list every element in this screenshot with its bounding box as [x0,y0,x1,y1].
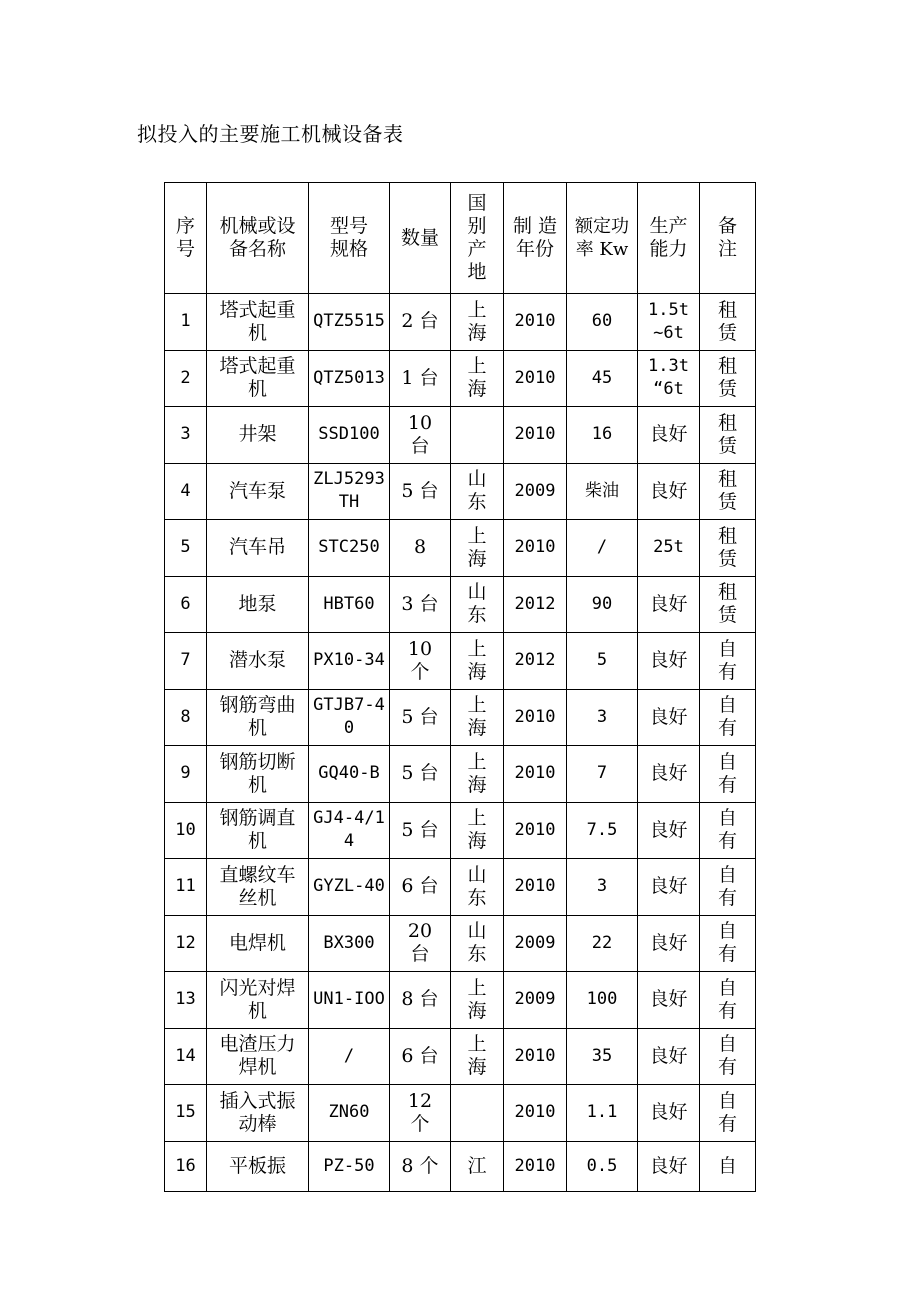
table-cell: 11 [165,859,207,916]
table-cell: 2010 [504,859,567,916]
table-cell: 上海 [451,633,504,690]
table-cell: 良好 [638,633,700,690]
table-cell: 山东 [451,859,504,916]
table-cell: 上海 [451,1028,504,1085]
table-row [165,576,756,633]
table-cell: 6 台 [390,1028,451,1085]
table-cell: 2012 [504,576,567,633]
table-cell: 2010 [504,520,567,577]
header-cell: 国别产地 [451,183,504,294]
equipment-table [164,182,756,1192]
table-cell: 良好 [638,915,700,972]
table-cell: SSD100 [309,407,390,464]
table-row [165,746,756,803]
table-cell: 良好 [638,1141,700,1191]
table-cell: 8 个 [390,1141,451,1191]
table-cell [451,1085,504,1142]
table-row [165,1085,756,1142]
table-cell: 16 [165,1141,207,1191]
table-cell: BX300 [309,915,390,972]
table-row [165,1028,756,1085]
header-cell: 机械或设备名称 [207,183,309,294]
table-cell: 5 台 [390,746,451,803]
table-row [165,633,756,690]
header-cell: 制 造年份 [504,183,567,294]
page-title: 拟投入的主要施工机械设备表 [137,122,404,146]
table-cell: 山东 [451,463,504,520]
table-cell: 柴油 [567,463,638,520]
table-cell: 16 [567,407,638,464]
table-row [165,463,756,520]
table-row [165,802,756,859]
table-row [165,350,756,407]
table-cell [451,407,504,464]
table-cell: 2010 [504,1028,567,1085]
table-cell: 13 [165,972,207,1029]
table-cell: 租赁 [700,463,756,520]
table-cell: 自有 [700,1028,756,1085]
table-cell: 5 [165,520,207,577]
table-cell: 35 [567,1028,638,1085]
table-cell: 60 [567,294,638,351]
table-cell: 12 [165,915,207,972]
table-cell: 2010 [504,350,567,407]
table-cell: 2 [165,350,207,407]
table-cell: 2010 [504,689,567,746]
table-cell: 地泵 [207,576,309,633]
table-cell: 电渣压力焊机 [207,1028,309,1085]
table-cell: 15 [165,1085,207,1142]
table-row [165,520,756,577]
table-cell: / [309,1028,390,1085]
table-cell: 良好 [638,576,700,633]
table-cell: 2010 [504,294,567,351]
table-row [165,915,756,972]
table-cell: 塔式起重机 [207,294,309,351]
table-cell: 自有 [700,1085,756,1142]
table-cell: 上海 [451,746,504,803]
header-cell: 备注 [700,183,756,294]
table-cell: 0.5 [567,1141,638,1191]
table-cell: 25t [638,520,700,577]
table-cell: 租赁 [700,350,756,407]
table-row [165,294,756,351]
table-cell: 1.5t ~6t [638,294,700,351]
table-row [165,859,756,916]
table-cell: 江 [451,1141,504,1191]
table-cell: 90 [567,576,638,633]
table-cell: STC250 [309,520,390,577]
table-cell: 钢筋调直机 [207,802,309,859]
table-cell: 钢筋弯曲机 [207,689,309,746]
table-cell: 潜水泵 [207,633,309,690]
table-cell: 1.3t “6t [638,350,700,407]
table-cell: GQ40-B [309,746,390,803]
table-cell: 自有 [700,859,756,916]
table-cell: 上海 [451,294,504,351]
table-cell: 良好 [638,802,700,859]
table-cell: 自有 [700,972,756,1029]
table-cell: 良好 [638,689,700,746]
table-cell: 10个 [390,633,451,690]
table-cell: 上海 [451,689,504,746]
table-cell: 良好 [638,746,700,803]
table-cell: QTZ5013 [309,350,390,407]
table-cell: 汽车泵 [207,463,309,520]
table-cell: 20台 [390,915,451,972]
table-cell: 钢筋切断机 [207,746,309,803]
table-cell: 12个 [390,1085,451,1142]
table-cell: 自有 [700,746,756,803]
table-cell: 自有 [700,915,756,972]
table-cell: 2009 [504,972,567,1029]
table-cell: PZ-50 [309,1141,390,1191]
table-cell: 山东 [451,576,504,633]
table-cell: 2 台 [390,294,451,351]
table-cell: 井架 [207,407,309,464]
table-cell: 良好 [638,859,700,916]
table-cell: PX10-34 [309,633,390,690]
table-cell: GJ4-4/14 [309,802,390,859]
header-cell: 序号 [165,183,207,294]
table-cell: 22 [567,915,638,972]
table-cell: 2010 [504,746,567,803]
table-cell: 4 [165,463,207,520]
header-cell: 数量 [390,183,451,294]
table-cell: 45 [567,350,638,407]
table-cell: 插入式振动棒 [207,1085,309,1142]
table-cell: 上海 [451,802,504,859]
table-cell: 良好 [638,463,700,520]
header-cell: 额定功率 Kw [567,183,638,294]
table-cell: 10台 [390,407,451,464]
table-cell: 7 [567,746,638,803]
table-cell: ZN60 [309,1085,390,1142]
table-cell: 租赁 [700,520,756,577]
table-cell: 5 [567,633,638,690]
table-cell: 自有 [700,633,756,690]
table-cell: 2009 [504,915,567,972]
table-cell: 租赁 [700,576,756,633]
table-row [165,972,756,1029]
table-cell: 直螺纹车丝机 [207,859,309,916]
table-cell: 自有 [700,689,756,746]
table-cell: 上海 [451,350,504,407]
table-row [165,1141,756,1191]
table-cell: 8 [165,689,207,746]
table-row [165,407,756,464]
table-cell: 闪光对焊机 [207,972,309,1029]
table-cell: 3 [165,407,207,464]
table-cell: 1 台 [390,350,451,407]
table-cell: ZLJ5293TH [309,463,390,520]
table-cell: 9 [165,746,207,803]
header-row [165,183,756,294]
table-cell: 汽车吊 [207,520,309,577]
table-cell: 租赁 [700,407,756,464]
table-cell: 5 台 [390,689,451,746]
table-cell: 良好 [638,1028,700,1085]
table-cell: 良好 [638,407,700,464]
table-cell: 3 台 [390,576,451,633]
table-cell: 2009 [504,463,567,520]
table-cell: 3 [567,859,638,916]
table-cell: 上海 [451,972,504,1029]
table-cell: 上海 [451,520,504,577]
table-body [165,294,756,1192]
table-cell: 6 [165,576,207,633]
table-cell: 7 [165,633,207,690]
table-cell: 5 台 [390,463,451,520]
table-cell: 1 [165,294,207,351]
header-cell: 型号规格 [309,183,390,294]
table-cell: 山东 [451,915,504,972]
table-cell: HBT60 [309,576,390,633]
table-cell: 电焊机 [207,915,309,972]
header-cell: 生产能力 [638,183,700,294]
table-cell: 塔式起重机 [207,350,309,407]
table-cell: 平板振 [207,1141,309,1191]
table-cell: QTZ5515 [309,294,390,351]
table-cell: 2012 [504,633,567,690]
table-cell: / [567,520,638,577]
table-cell: 8 台 [390,972,451,1029]
table-cell: 良好 [638,1085,700,1142]
table-cell: 3 [567,689,638,746]
table-cell: 2010 [504,802,567,859]
table-cell: 5 台 [390,802,451,859]
table-cell: 良好 [638,972,700,1029]
table-cell: 10 [165,802,207,859]
table-cell: 14 [165,1028,207,1085]
table-cell: 2010 [504,1085,567,1142]
table-cell: 自有 [700,802,756,859]
table-cell: 8 [390,520,451,577]
table-cell: 2010 [504,407,567,464]
table-cell: GTJB7-40 [309,689,390,746]
table-row [165,689,756,746]
table-cell: 2010 [504,1141,567,1191]
table-cell: 6 台 [390,859,451,916]
table-cell: 租赁 [700,294,756,351]
table-cell: 7.5 [567,802,638,859]
table-cell: UN1-IOO [309,972,390,1029]
table-cell: 100 [567,972,638,1029]
table-cell: 自 [700,1141,756,1191]
table-cell: GYZL-40 [309,859,390,916]
table-cell: 1.1 [567,1085,638,1142]
